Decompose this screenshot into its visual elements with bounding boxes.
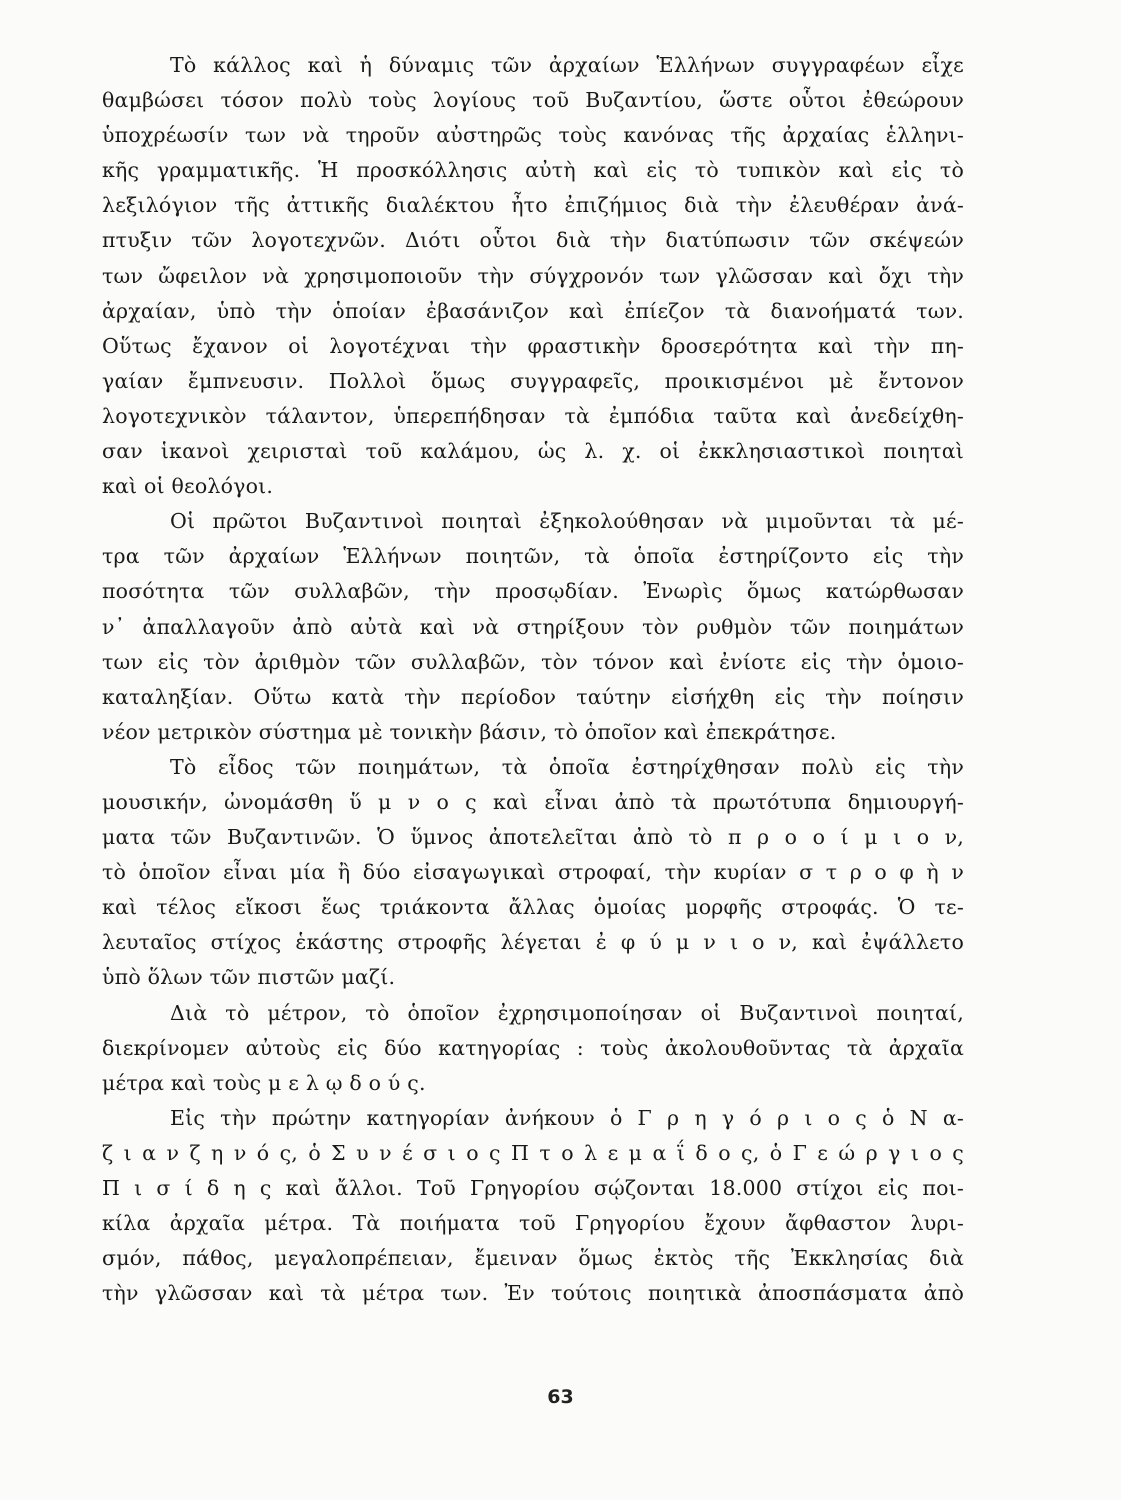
text-line: Π ι σ ί δ η ς καὶ ἄλλοι. Τοῦ Γρηγορίου σῴζονται 18.000 στίχοι εἰς ποι- (102, 1176, 964, 1200)
text-line: Τὸ κάλλος καὶ ἡ δύναμις τῶν ἀρχαίων Ἑλλήνων συγγραφέων εἶχε (170, 53, 964, 77)
text-line: Τὸ εἶδος τῶν ποιημάτων, τὰ ὁποῖα ἐστηρίχθησαν πολὺ εἰς τὴν (170, 754, 964, 779)
text-line: των ὤφειλον νὰ χρησιμοποιοῦν τὴν σύγχρονόν των γλῶσσαν καὶ ὄχι τὴν (102, 263, 964, 288)
text-line: των εἰς τὸν ἀριθμὸν τῶν συλλαβῶν, τὸν τόνον καὶ ἐνίοτε εἰς τὴν ὁμοιο- (102, 649, 964, 674)
text-line: ζ ι α ν ζ η ν ό ς, ὁ Σ υ ν έ σ ι ο ς Π τ ο λ ε μ α ΐ δ ο ς, ὁ Γ ε ώ ρ γ ι ο ς (102, 1140, 964, 1165)
text-line: κῆς γραμματικῆς. Ἡ προσκόλλησις αὐτὴ καὶ εἰς τὸ τυπικὸν καὶ εἰς τὸ (102, 158, 964, 183)
text-line: σμόν, πάθος, μεγαλοπρέπειαν, ἔμειναν ὅμως ἐκτὸς τῆς Ἐκκλησίας διὰ (102, 1246, 964, 1271)
text-line: διεκρίνομεν αὐτοὺς εἰς δύο κατηγορίας : τοὺς ἀκολουθοῦντας τὰ ἀρχαῖα (102, 1035, 964, 1060)
text-line: ποσότητα τῶν συλλαβῶν, τὴν προσῳδίαν. Ἐνωρὶς ὅμως κατώρθωσαν (102, 579, 964, 604)
text-line: λογοτεχνικὸν τάλαντον, ὑπερεπήδησαν τὰ ἐμπόδια ταῦτα καὶ ἀνεδείχθη- (102, 403, 964, 428)
text-line: γαίαν ἔμπνευσιν. Πολλοὶ ὅμως συγγραφεῖς, προικισμένοι μὲ ἔντονον (102, 368, 964, 393)
text-line: λευταῖος στίχος ἑκάστης στροφῆς λέγεται ἐ φ ύ μ ν ι ο ν, καὶ ἐψάλλετο (102, 930, 964, 955)
text-line: καὶ οἱ θεολόγοι. (102, 474, 274, 499)
text-line: Οἱ πρῶτοι Βυζαντινοὶ ποιηταὶ ἐξηκολούθησαν νὰ μιμοῦνται τὰ μέ- (170, 509, 964, 534)
page-number: 63 (547, 1386, 574, 1408)
text-line: τὴν γλῶσσαν καὶ τὰ μέτρα των. Ἐν τούτοις ποιητικὰ ἀποσπάσματα ἀπὸ (102, 1281, 964, 1306)
text-line: καταληξίαν. Οὕτω κατὰ τὴν περίοδον ταύτην εἰσήχθη εἰς τὴν ποίησιν (102, 684, 964, 709)
text-line: ὑποχρέωσίν των νὰ τηροῦν αὐστηρῶς τοὺς κανόνας τῆς ἀρχαίας ἑλληνι- (102, 123, 964, 148)
text-line: ν᾽ ἀπαλλαγοῦν ἀπὸ αὐτὰ καὶ νὰ στηρίξουν τὸν ρυθμὸν τῶν ποιημάτων (102, 614, 964, 639)
text-line: ἀρχαίαν, ὑπὸ τὴν ὁποίαν ἐβασάνιζον καὶ ἐπίεζον τὰ διανοήματά των. (102, 298, 964, 323)
text-line: Διὰ τὸ μέτρον, τὸ ὁποῖον ἐχρησιμοποίησαν οἱ Βυζαντινοὶ ποιηταί, (170, 1000, 964, 1025)
body-text (102, 48, 964, 1311)
text-line: Οὕτως ἔχανον οἱ λογοτέχναι τὴν φραστικὴν δροσερότητα καὶ τὴν πη- (102, 333, 964, 358)
text-line: σαν ἱκανοὶ χειρισταὶ τοῦ καλάμου, ὡς λ. χ. οἱ ἐκκλησιαστικοὶ ποιηταὶ (102, 439, 964, 464)
text-line: καὶ τέλος εἴκοσι ἕως τριάκοντα ἄλλας ὁμοίας μορφῆς στροφάς. Ὁ τε- (102, 895, 964, 920)
text-line: θαμβώσει τόσον πολὺ τοὺς λογίους τοῦ Βυζαντίου, ὥστε οὗτοι ἐθεώρουν (102, 88, 964, 113)
text-line: πτυξιν τῶν λογοτεχνῶν. Διότι οὗτοι διὰ τὴν διατύπωσιν τῶν σκέψεών (102, 228, 964, 253)
text-line: τρα τῶν ἀρχαίων Ἑλλήνων ποιητῶν, τὰ ὁποῖα ἐστηρίζοντο εἰς τὴν (102, 544, 964, 569)
text-line: κίλα ἀρχαῖα μέτρα. Τὰ ποιήματα τοῦ Γρηγορίου ἔχουν ἄφθαστον λυρι- (102, 1211, 964, 1236)
text-line: μουσικήν, ὠνομάσθη ὕ μ ν ο ς καὶ εἶναι ἀπὸ τὰ πρωτότυπα δημιουργή- (102, 789, 964, 814)
text-line: τὸ ὁποῖον εἶναι μία ἢ δύο εἰσαγωγικαὶ στροφαί, τὴν κυρίαν σ τ ρ ο φ ὴ ν (102, 860, 964, 885)
text-line: ματα τῶν Βυζαντινῶν. Ὁ ὕμνος ἀποτελεῖται ἀπὸ τὸ π ρ ο ο ί μ ι ο ν, (102, 825, 964, 850)
text-line: νέον μετρικὸν σύστημα μὲ τονικὴν βάσιν, τὸ ὁποῖον καὶ ἐπεκράτησε. (102, 719, 837, 744)
text-line: μέτρα καὶ τοὺς μ ε λ ῳ δ ο ύ ς. (102, 1070, 426, 1095)
text-line: λεξιλόγιον τῆς ἀττικῆς διαλέκτου ἦτο ἐπιζήμιος διὰ τὴν ἐλευθέραν ἀνά- (102, 193, 964, 218)
text-line: Εἰς τὴν πρώτην κατηγορίαν ἀνήκουν ὁ Γ ρ η γ ό ρ ι ο ς ὁ Ν α- (170, 1105, 964, 1130)
text-line: ὑπὸ ὅλων τῶν πιστῶν μαζί. (102, 965, 396, 990)
